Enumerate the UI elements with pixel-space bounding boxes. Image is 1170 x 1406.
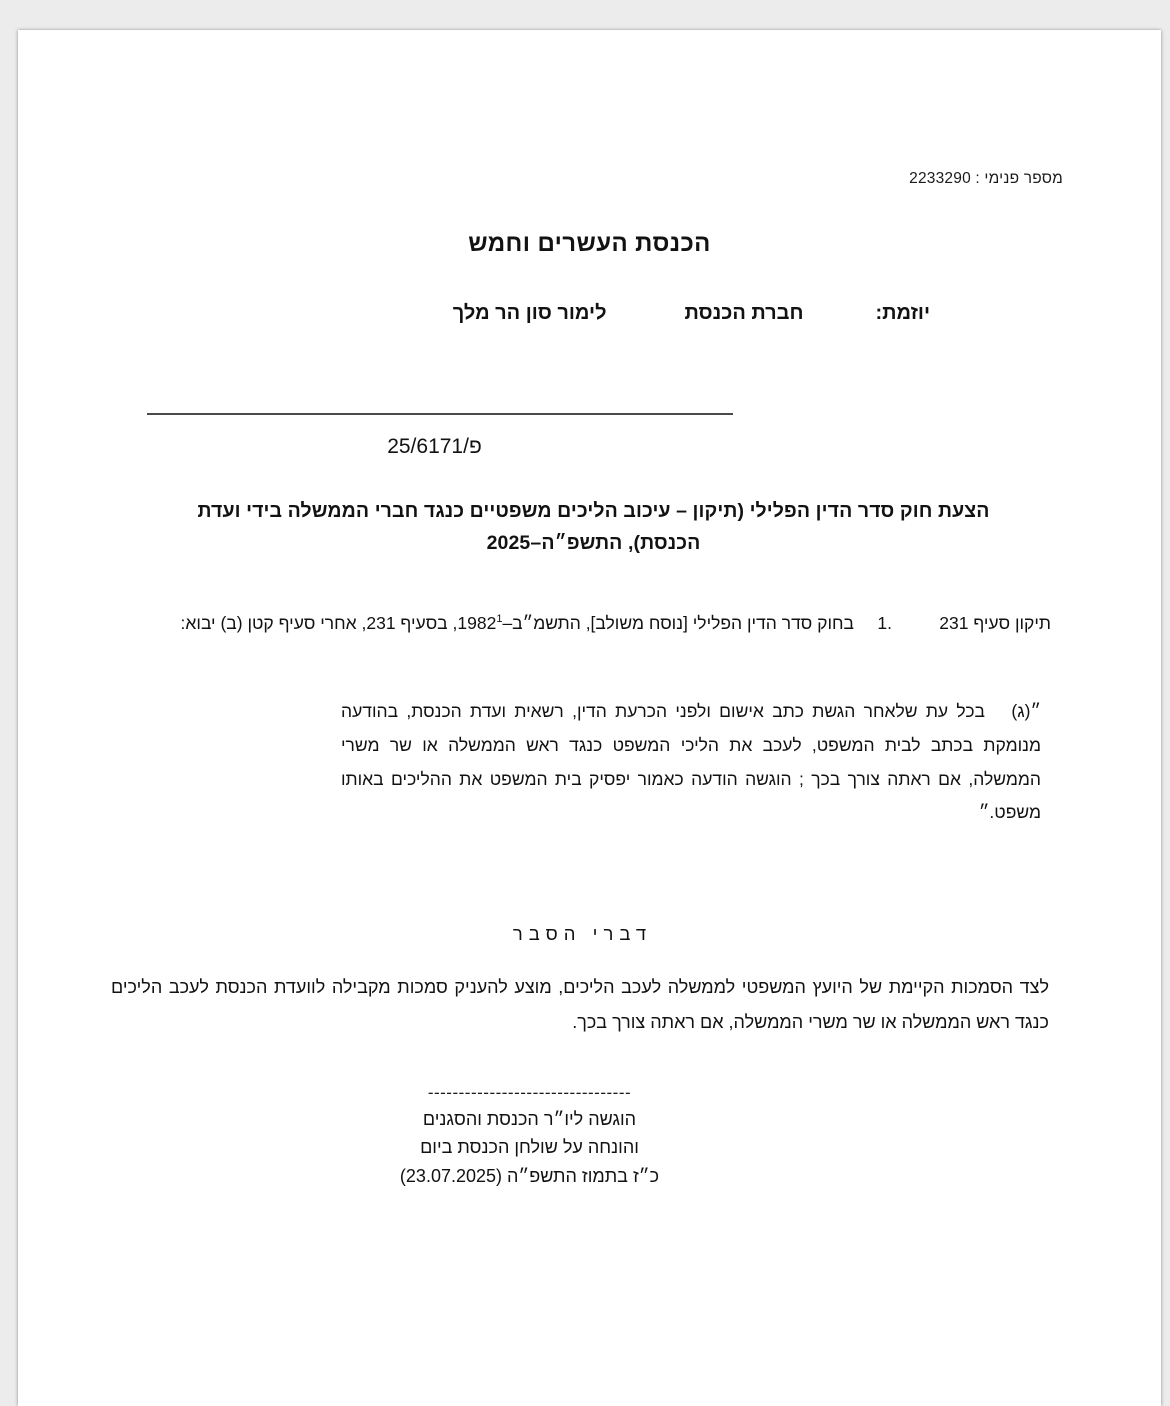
explanatory-notes-heading: דברי הסבר xyxy=(512,923,653,944)
bill-title: הצעת חוק סדר הדין הפלילי (תיקון – עיכוב הליכים משפטיים כנגד חברי הממשלה בידי ועדת הכנסת), התשפ״ה–2025 xyxy=(197,500,990,554)
clause-body xyxy=(101,608,854,638)
submission-footer xyxy=(18,1082,1161,1190)
footer-date-line: כ״ז בתמוז התשפ״ה (23.07.2025) xyxy=(399,1165,660,1186)
footnote-reference: 1 xyxy=(496,613,503,626)
clause-text-before-footnote: בחוק סדר הדין הפלילי [נוסח משולב], התשמ״ב–1982 xyxy=(457,613,854,633)
initiator-name: לימור סון הר מלך xyxy=(452,302,607,324)
explanatory-notes-body: לצד הסמכות הקיימת של היועץ המשפטי לממשלה לעכב הליכים, מוצע להעניק סמכות מקבילה לוועדת הכנסת לעכב הליכים כנגד ראש הממשלה או שר משרי הממשלה, אם ראתה צורך בכך. xyxy=(111,977,1049,1032)
footer-dashed-separator: --------------------------------- xyxy=(427,1083,632,1102)
internal-number: מספר פנימי : 2233290 xyxy=(909,170,1063,187)
quoted-amendment-text: בכל עת שלאחר הגשת כתב אישום ולפני הכרעת הדין, רשאית ועדת הכנסת, בהודעה מנומקת בכתב לבית המשפט, לעכב את הליכי המשפט כנגד ראש הממשלה או שר משרי הממשלה, אם ראתה צורך בכך ; הוגשה הודעה כאמור יפסיק בית המשפט את ההליכים באותו משפט.״ xyxy=(341,701,1041,823)
knesset-title: הכנסת העשרים וחמש xyxy=(468,230,711,257)
footer-submission-line: הוגשה ליו״ר הכנסת והסגנים xyxy=(422,1108,637,1129)
initiator-row xyxy=(440,302,930,325)
initiator-role: חברת הכנסת xyxy=(684,302,804,324)
clause-margin-note: תיקון סעיף 231 xyxy=(939,613,1051,633)
clause-text-after-footnote: , בסעיף 231, אחרי סעיף קטן (ב) יבוא: xyxy=(180,613,458,633)
bill-identifier: פ/25/6171 xyxy=(387,435,482,458)
document-page-sheet xyxy=(18,30,1161,1406)
quoted-amendment xyxy=(341,695,1041,830)
initiator-label: יוזמת: xyxy=(875,302,930,324)
document-page xyxy=(18,30,1161,1406)
clause-number: 1. xyxy=(877,613,892,633)
footer-tabling-line: והונחה על שולחן הכנסת ביום xyxy=(420,1137,639,1158)
clause-section xyxy=(101,608,1051,638)
quoted-amendment-marker: ״(ג) xyxy=(1011,701,1041,721)
header-divider-rule xyxy=(147,413,733,415)
